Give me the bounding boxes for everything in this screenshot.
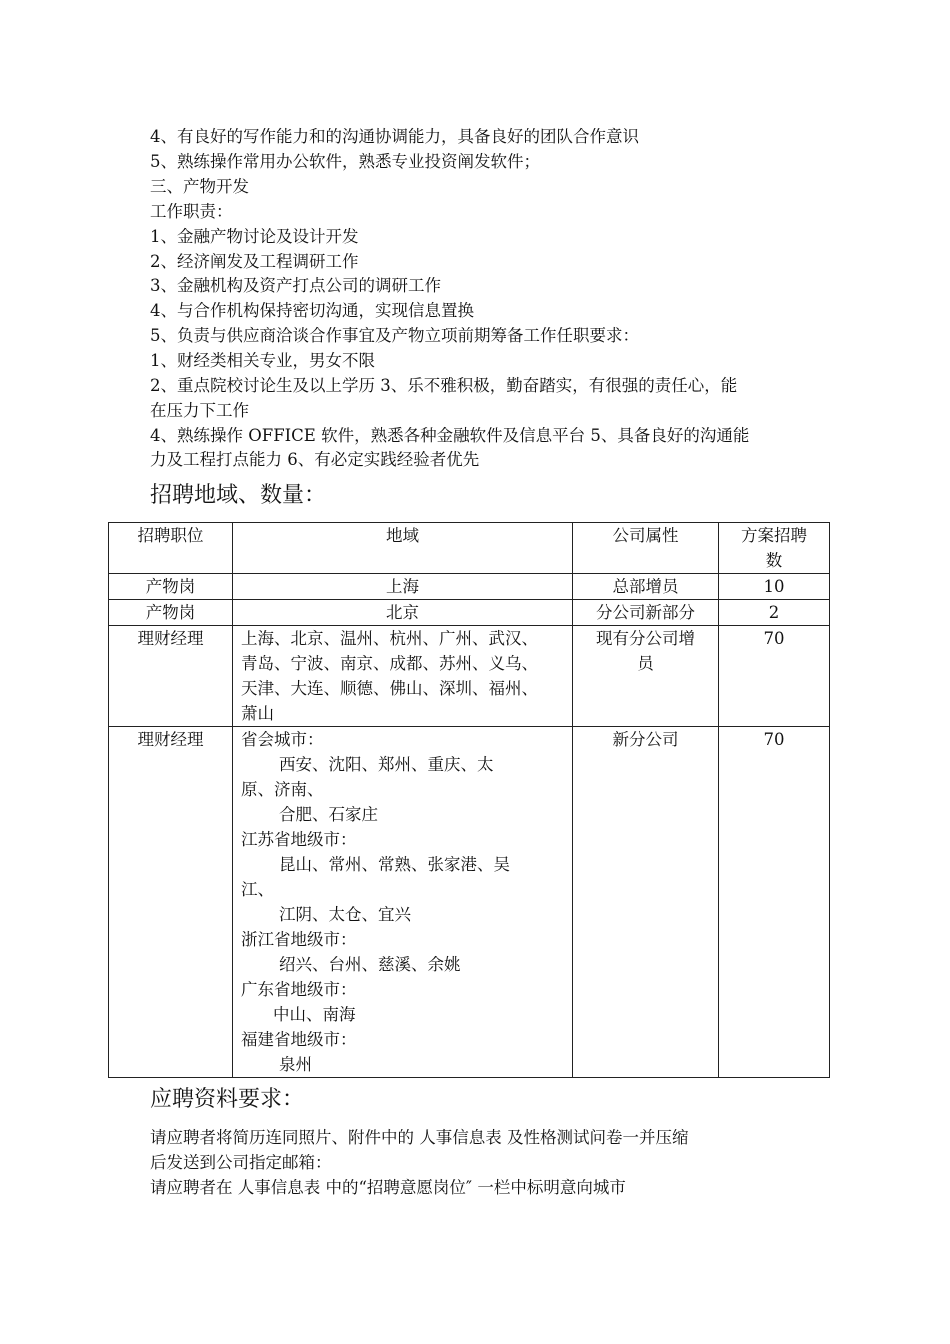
region-line: 江苏省地级市：: [241, 830, 357, 849]
table-row: [109, 600, 830, 626]
text-line: 4、与合作机构保持密切沟通，实现信息置换: [150, 301, 474, 320]
cell-attr: 现有分公司增员: [573, 626, 719, 727]
region-line: 江、: [241, 880, 274, 899]
cell-region: 上海、北京、温州、杭州、广州、武汉、青岛、宁波、南京、成都、苏州、义乌、天津、大连、顺德、佛山、深圳、福州、萧山: [233, 626, 573, 727]
text-line: 4、有良好的写作能力和的沟通协调能力，具备良好的团队合作意识: [150, 127, 639, 146]
header-region: 地域: [233, 523, 573, 574]
table-row: [109, 626, 830, 727]
cell-position: 理财经理: [109, 626, 233, 727]
cell-position: 理财经理: [109, 727, 233, 1078]
header-count: [719, 523, 830, 574]
header-count-line: 数: [765, 551, 783, 570]
cell-region: [233, 727, 573, 1078]
header-attr: 公司属性: [573, 523, 719, 574]
text-line: 在压力下工作: [150, 401, 249, 420]
text-line: 1、金融产物讨论及设计开发: [150, 227, 359, 246]
cell-count: 2: [719, 600, 830, 626]
text-line: 三、产物开发: [150, 177, 249, 196]
region-line: 绍兴、台州、慈溪、余姚: [279, 955, 461, 974]
table-header-row: [109, 523, 830, 574]
cell-count: 70: [719, 727, 830, 1078]
region-line: 泉州: [279, 1055, 312, 1074]
region-line: 省会城市：: [241, 730, 324, 749]
text-line: 1、财经类相关专业，男女不限: [150, 351, 375, 370]
text-line: 2、重点院校讨论生及以上学历 3、乐不雅积极，勤奋踏实，有很强的责任心，能: [150, 376, 738, 395]
cell-region: 上海: [233, 574, 573, 600]
cell-attr: 总部增员: [573, 574, 719, 600]
text-line: 2、经济阐发及工程调研工作: [150, 252, 359, 271]
table-row: [109, 727, 830, 1078]
text-line: 5、熟练操作常用办公软件，熟悉专业投资阐发软件；: [150, 152, 540, 171]
section-title-recruit-regions: 招聘地域、数量：: [150, 483, 327, 508]
header-position: 招聘职位: [109, 523, 233, 574]
cell-attr: 分公司新部分: [573, 600, 719, 626]
cell-count: 70: [719, 626, 830, 727]
cell-position: 产物岗: [109, 574, 233, 600]
recruit-table: [108, 522, 830, 1078]
region-line: 广东省地级市：: [241, 980, 357, 999]
text-line: 4、熟练操作 OFFICE 软件，熟悉各种金融软件及信息平台 5、具备良好的沟通能: [150, 426, 750, 445]
text-line: 力及工程打点能力 6、有必定实践经验者优先: [150, 450, 480, 469]
region-line: 中山、南海: [273, 1005, 356, 1024]
cell-attr: 新分公司: [573, 727, 719, 1078]
text-line: 3、金融机构及资产打点公司的调研工作: [150, 276, 441, 295]
cell-count: 10: [719, 574, 830, 600]
table-row: [109, 574, 830, 600]
text-line: 5、负责与供应商洽谈合作事宜及产物立项前期筹备工作任职要求：: [150, 326, 639, 345]
text-line: 请应聘者在 人事信息表 中的“招聘意愿岗位″ 一栏中标明意向城市: [150, 1178, 626, 1197]
section-title-application: 应聘资料要求：: [150, 1087, 305, 1112]
cell-position: 产物岗: [109, 600, 233, 626]
region-line: 昆山、常州、常熟、张家港、吴: [279, 855, 510, 874]
region-line: 江阴、太仓、宜兴: [279, 905, 411, 924]
text-line: 后发送到公司指定邮箱：: [150, 1153, 332, 1172]
text-line: 请应聘者将简历连同照片、附件中的 人事信息表 及性格测试问卷一并压缩: [150, 1128, 689, 1147]
region-line: 合肥、石家庄: [279, 805, 378, 824]
region-line: 浙江省地级市：: [241, 930, 357, 949]
cell-region: 北京: [233, 600, 573, 626]
region-line: 福建省地级市：: [241, 1030, 357, 1049]
header-count-line: 方案招聘: [741, 526, 807, 545]
region-line: 原、济南、: [241, 780, 324, 799]
text-line: 工作职责：: [150, 202, 233, 221]
region-line: 西安、沈阳、郑州、重庆、太: [279, 755, 494, 774]
